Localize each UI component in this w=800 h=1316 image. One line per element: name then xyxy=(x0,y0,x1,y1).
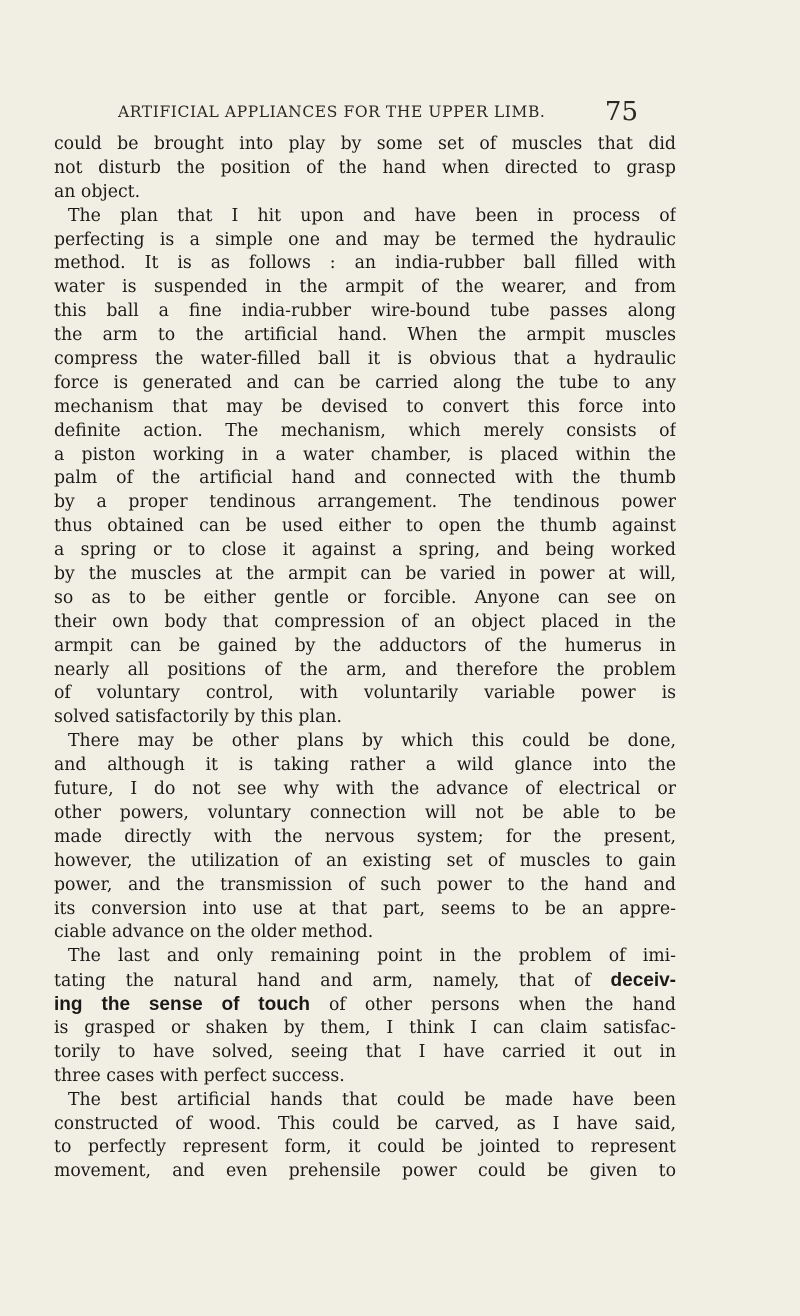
page-header xyxy=(118,92,638,132)
text-line: by the muscles at the armpit can be varied in power at will, xyxy=(54,564,676,585)
text-line: torily to have solved, seeing that I have carried it out in xyxy=(54,1041,676,1062)
running-title: ARTIFICIAL APPLIANCES FOR THE UPPER LIMB. xyxy=(118,103,546,121)
text-line: of voluntary control, with voluntarily variable power is xyxy=(54,683,676,704)
text-line: is grasped or shaken by them, I think I can claim satisfac- xyxy=(54,1017,676,1038)
text-line: perfecting is a simple one and may be termed the hydraulic xyxy=(54,229,676,250)
text-line: solved satisfactorily by this plan. xyxy=(54,707,342,728)
body-text xyxy=(54,133,676,1184)
emphasis-text: deceiv- xyxy=(610,970,676,992)
text-line: by a proper tendinous arrangement. The tendinous power xyxy=(54,492,676,513)
text-line: constructed of wood. This could be carved, as I have said, xyxy=(54,1113,676,1134)
text-line: not disturb the position of the hand when directed to grasp xyxy=(54,157,676,178)
text-line: future, I do not see why with the advance of electrical or xyxy=(54,779,676,800)
emphasis-text: ing xyxy=(54,994,83,1016)
text-line: a piston working in a water chamber, is placed within the xyxy=(54,444,676,465)
text-line-emphasis-b xyxy=(54,993,676,1017)
text-line: method. It is as follows : an india-rubber ball filled with xyxy=(54,253,676,274)
text-line: three cases with perfect success. xyxy=(54,1065,345,1086)
text-line: an object. xyxy=(54,181,141,202)
text-line: mechanism that may be devised to convert this force into xyxy=(54,396,676,417)
text-line: the arm to the artificial hand. When the armpit muscles xyxy=(54,325,676,346)
text-line-emphasis-a xyxy=(54,969,676,993)
text-line: The best artificial hands that could be made have been xyxy=(68,1089,676,1110)
text-line: could be brought into play by some set of muscles that did xyxy=(54,134,676,154)
text-line: movement, and even prehensile power could be given to xyxy=(54,1161,676,1182)
emphasis-text: the sense of touch xyxy=(101,994,310,1016)
text-line: power, and the transmission of such power to the hand and xyxy=(54,874,676,895)
text-line: compress the water-filled ball it is obvious that a hydraulic xyxy=(54,349,676,370)
text-fragment: tating the natural hand and arm, namely, that of xyxy=(54,971,591,992)
text-line: The last and only remaining point in the problem of imi- xyxy=(68,946,676,967)
text-line: palm of the artificial hand and connected with the thumb xyxy=(54,468,676,489)
text-line: The plan that I hit upon and have been in process of xyxy=(68,205,676,226)
page-number: 75 xyxy=(604,97,638,127)
text-fragment: of other persons when the hand xyxy=(329,995,676,1016)
text-line: water is suspended in the armpit of the wearer, and from xyxy=(54,277,676,298)
text-line: ciable advance on the older method. xyxy=(54,922,374,943)
text-line: a spring or to close it against a spring, and being worked xyxy=(54,540,676,561)
text-line: force is generated and can be carried along the tube to any xyxy=(54,372,676,393)
text-line: definite action. The mechanism, which merely consists of xyxy=(54,420,676,441)
text-line: this ball a fine india-rubber wire-bound tube passes along xyxy=(54,301,676,322)
text-line: other powers, voluntary connection will not be able to be xyxy=(54,802,676,823)
text-line: however, the utilization of an existing set of muscles to gain xyxy=(54,850,676,871)
text-line: their own body that compression of an object placed in the xyxy=(54,611,676,632)
text-line: armpit can be gained by the adductors of the humerus in xyxy=(54,635,676,656)
text-line: its conversion into use at that part, seems to be an appre- xyxy=(54,898,676,919)
text-line: thus obtained can be used either to open the thumb against xyxy=(54,516,676,537)
text-line: nearly all positions of the arm, and therefore the problem xyxy=(54,659,676,680)
text-line: made directly with the nervous system; for the present, xyxy=(54,826,676,847)
text-line: so as to be either gentle or forcible. Anyone can see on xyxy=(54,587,676,608)
text-line: and although it is taking rather a wild glance into the xyxy=(54,755,676,776)
text-line: to perfectly represent form, it could be jointed to represent xyxy=(54,1137,676,1158)
text-line: There may be other plans by which this could be done, xyxy=(68,731,676,752)
